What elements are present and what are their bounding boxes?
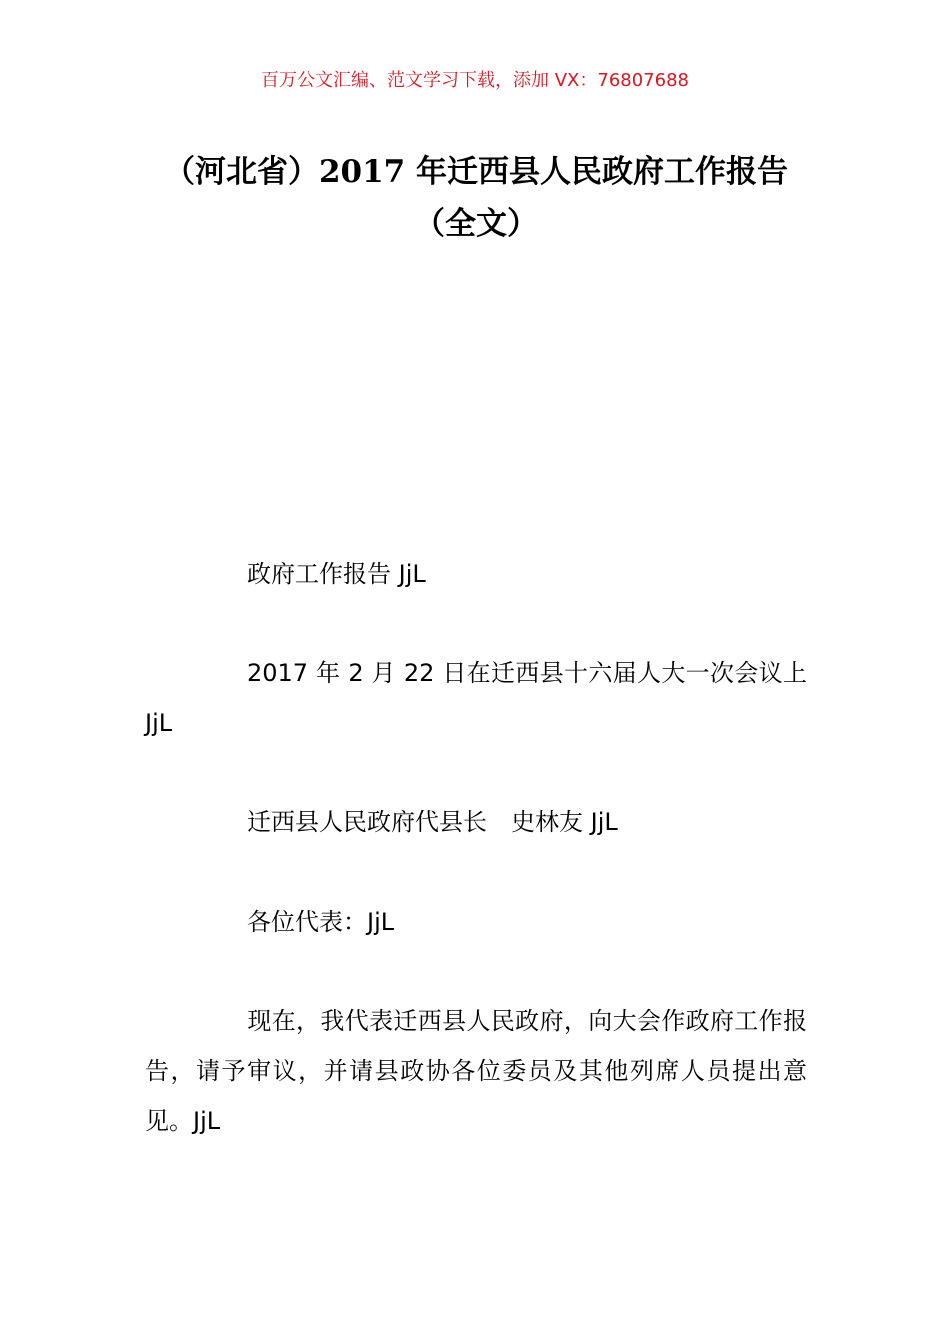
paragraph-speaker bbox=[145, 797, 807, 847]
paragraph-salutation bbox=[145, 897, 807, 947]
paragraph-opening bbox=[145, 996, 807, 1146]
promo-header-note: 百万公文汇编、范文学习下载，添加 VX：76807688 bbox=[261, 70, 689, 91]
paragraph-text: 各位代表：JjL bbox=[247, 908, 395, 936]
paragraph-text: 2017 年 2 月 22 日在迁西县十六届人大一次会议上 JjL bbox=[145, 659, 807, 737]
paragraph-text: 现在，我代表迁西县人民政府，向大会作政府工作报告，请予审议，并请县政协各位委员及其他列席人员提出意见。JjL bbox=[145, 1007, 807, 1135]
paragraph-text: 政府工作报告 JjL bbox=[247, 560, 426, 588]
paragraph-text: 迁西县人民政府代县长 史林友 JjL bbox=[247, 808, 618, 836]
document-title: （河北省）2017 年迁西县人民政府工作报告（全文） bbox=[163, 154, 789, 242]
paragraph-report-label bbox=[145, 549, 807, 599]
paragraph-date-venue bbox=[145, 648, 807, 748]
